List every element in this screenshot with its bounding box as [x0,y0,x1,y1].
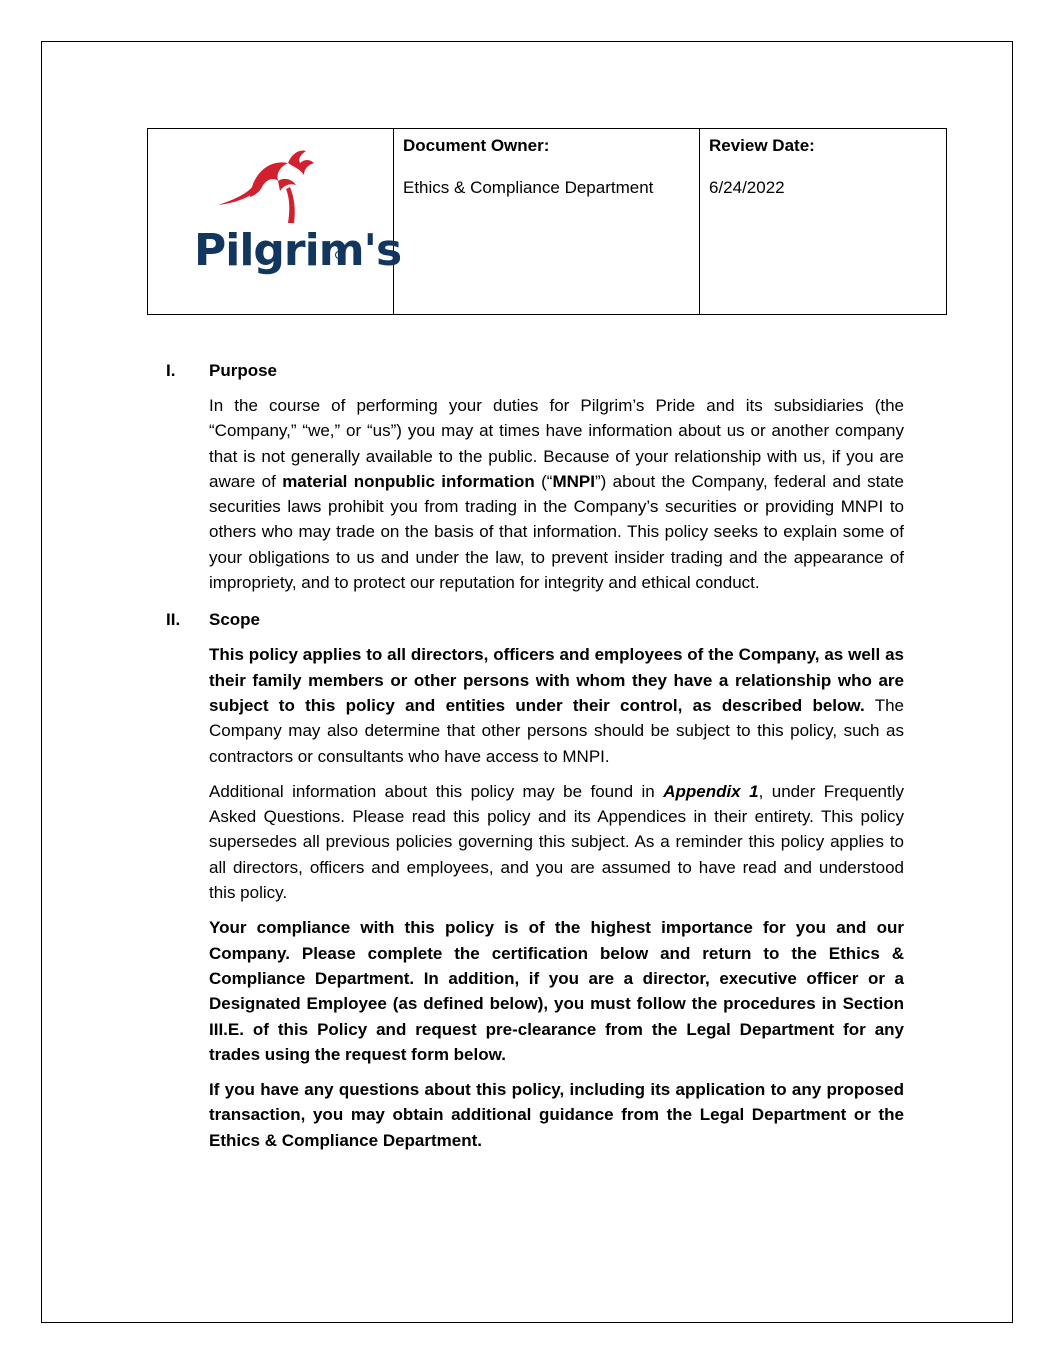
term-mnpi-definition: material nonpublic information [282,471,535,491]
document-owner-value: Ethics & Compliance Department [403,178,654,197]
section-title: Purpose [209,361,278,380]
pilgrims-logo [192,137,402,287]
document-owner-cell [394,129,700,314]
text-run: , under Frequently Asked Questions. Please read this policy and its Appendices in their entirety. This policy supersedes all previous policies governing this subject. As a reminder this policy applies to all directors, officers and employees, and you are assumed to have read and understood this policy. [209,781,905,903]
document-owner-label: Document Owner: [403,136,550,155]
text-run: In the course of performing your duties for Pilgrim’s Pride and its subsidiaries (the “Company,” “we,” or “us”) you may at times have information about us or another company that is not generally available to the public. Because of your relationship with us, if you are aware of [209,396,904,491]
scope-paragraph-applicability [209,642,904,768]
logo-cell [148,129,402,314]
section-heading-purpose [166,358,904,383]
document-header-table [147,128,947,315]
section-number: I. [166,361,176,380]
review-date-value: 6/24/2022 [709,178,785,197]
scope-paragraph-appendix [209,779,904,905]
text-run: (“ [534,471,553,491]
logo-wordmark: Pilgrim's [194,225,402,276]
appendix-reference: Appendix 1 [663,781,759,801]
policy-content [166,358,904,1153]
text-run: The Company may also determine that other persons should be subject to this policy, such as contractors or consultants who have access to MNPI. [209,695,904,766]
section-number: II. [166,610,181,630]
section-heading-scope [166,607,904,632]
purpose-paragraph [209,393,904,595]
scope-paragraph-questions: If you have any questions about this policy, including its application to any proposed transaction, you may obtain additional guidance from the Legal Department or the Ethics & Compliance Department. [209,1080,904,1150]
review-date-cell [700,129,946,314]
section-title: Scope [209,610,261,630]
text-run: ”) about the Company, federal and state securities laws prohibit you from trading in the Company’s securities or providing MNPI to others who may trade on the basis of that information. This policy seeks to explain some of your obligations to us and under the law, to prevent insider trading and the appearance of impropriety, and to protect our reputation for integrity and ethical conduct. [209,471,904,593]
scope-paragraph-compliance: Your compliance with this policy is of the highest importance for you and our Company. Please complete the certification below and return to the Ethics & Compliance Department. In addition, if you are a director, executive officer or a Designated Employee (as defined below), you must follow the procedures in Section III.E. of this Policy and request pre-clearance from the Legal Department for any trades using the request form below. [209,918,904,1064]
review-date-label: Review Date: [709,136,815,155]
text-run: Additional information about this policy may be found in [209,781,664,801]
term-mnpi: MNPI [552,471,595,491]
text-run-bold: This policy applies to all directors, officers and employees of the Company, as well as their family members or other persons with whom they have a relationship who are subject to this policy and entities under their control, as described below. [209,645,904,715]
